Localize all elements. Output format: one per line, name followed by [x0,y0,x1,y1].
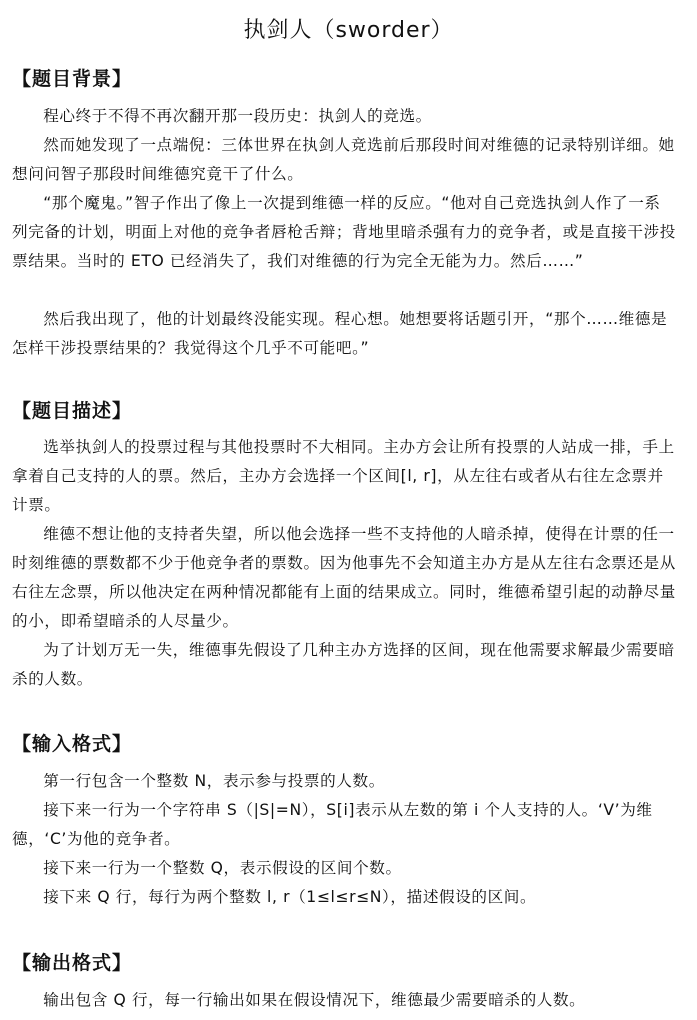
input-paragraph: 接下来一行为一个整数 Q，表示假设的区间个数。 [43,859,402,877]
input-paragraph: 第一行包含一个整数 N，表示参与投票的人数。 [43,772,385,790]
input-paragraph: 接下来 Q 行，每行为两个整数 l, r（1≤l≤r≤N），描述假设的区间。 [43,888,537,906]
section-heading-input: 【输入格式】 [12,733,133,755]
background-paragraph: 然而她发现了一点端倪：三体世界在执剑人竞选前后那段时间对维德的记录特别详细。她想问问智子那段时间维德究竟干了什么。 [12,136,675,183]
output-paragraph: 输出包含 Q 行，每一行输出如果在假设情况下，维德最少需要暗杀的人数。 [43,991,586,1009]
section-heading-output: 【输出格式】 [12,952,133,974]
background-paragraph: 程心终于不得不再次翻开那一段历史：执剑人的竞选。 [43,107,432,125]
description-paragraph: 选举执剑人的投票过程与其他投票时不大相同。主办方会让所有投票的人站成一排，手上拿着自己支持的人的票。然后，主办方会选择一个区间[l, r]，从左往右或者从右往左念票并计票。 [12,438,675,514]
description-paragraph: 维德不想让他的支持者失望，所以他会选择一些不支持他的人暗杀掉，使得在计票的任一时刻维德的票数都不少于他竞争者的票数。因为他事先不会知道主办方是从左往右念票还是从右往左念票，所以他决定在两种情况都能有上面的结果成立。同时，维德希望引起的动静尽量的小，即希望暗杀的人尽量少。 [12,525,676,630]
section-heading-background: 【题目背景】 [12,68,133,90]
description-paragraph: 为了计划万无一失，维德事先假设了几种主办方选择的区间，现在他需要求解最少需要暗杀的人数。 [12,641,675,688]
section-heading-description: 【题目描述】 [12,400,133,422]
page-title: 执剑人（sworder） [243,18,454,43]
input-paragraph: 接下来一行为一个字符串 S（|S|=N），S[i]表示从左数的第 i 个人支持的人。‘V’为维德，‘C’为他的竞争者。 [12,801,653,848]
background-paragraph: 然后我出现了，他的计划最终没能实现。程心想。她想要将话题引开，“那个……维德是怎样干涉投票结果的？我觉得这个几乎不可能吧。” [12,310,668,357]
background-paragraph: “那个魔鬼。”智子作出了像上一次提到维德一样的反应。“他对自己竞选执剑人作了一系列完备的计划，明面上对他的竞争者唇枪舌辩；背地里暗杀强有力的竞争者，或是直接干涉投票结果。当时的 ETO 已经消失了，我们对维德的行为完全无能为力。然后……” [12,194,676,270]
